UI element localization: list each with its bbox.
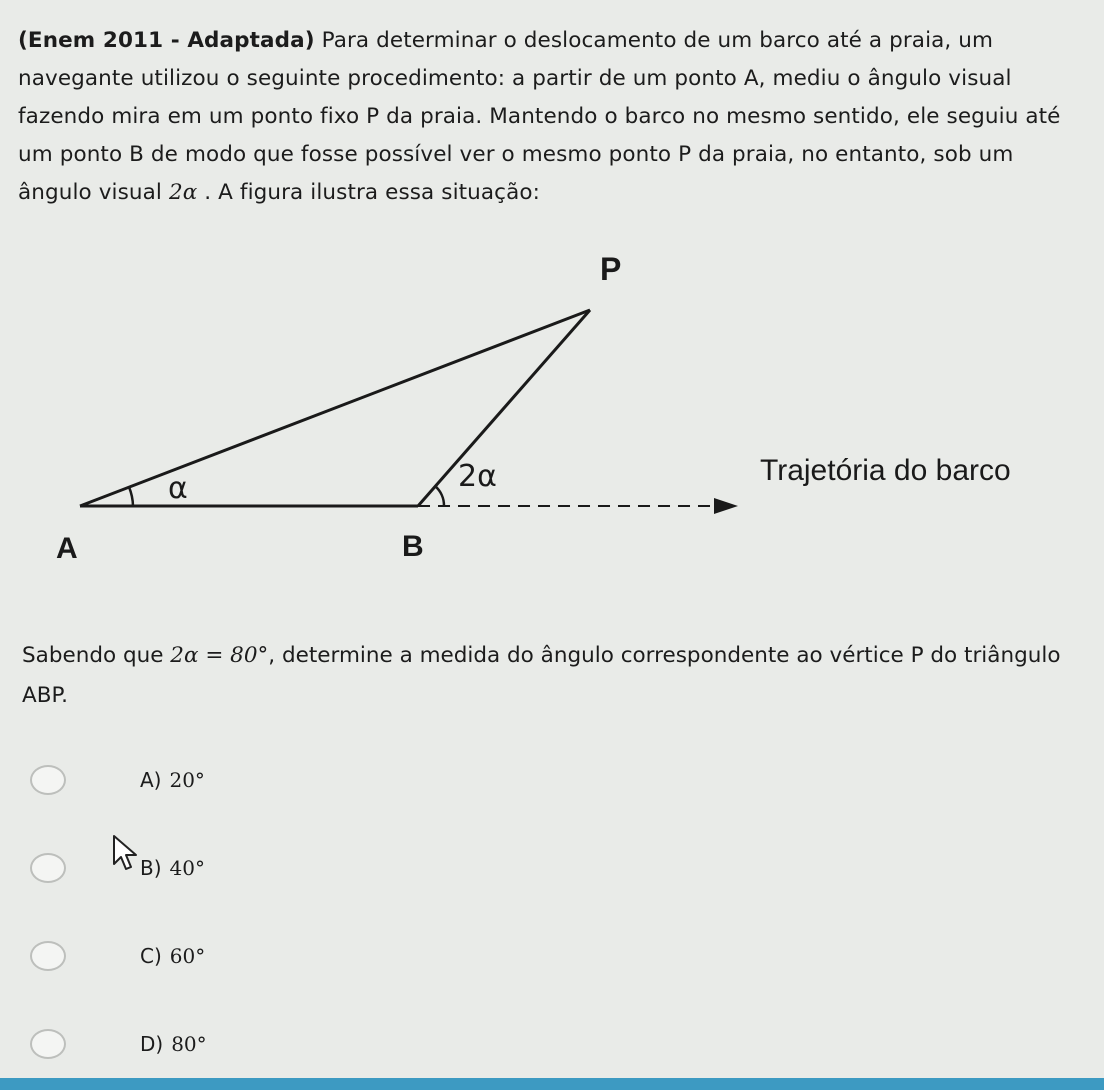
prompt-before: Sabendo que <box>22 643 171 668</box>
mouse-pointer-icon <box>112 834 142 874</box>
segment-ap <box>80 310 590 506</box>
option-a-value: 20° <box>169 768 205 792</box>
option-b-radio[interactable] <box>30 853 66 883</box>
vertex-label-p: P <box>600 251 622 287</box>
option-d-letter: D) <box>140 1032 164 1056</box>
prompt-after: , determine a medida do ângulo correspondente ao vértice P do triângulo ABP. <box>22 643 1061 708</box>
option-c-label <box>140 944 205 968</box>
option-d-value: 80° <box>171 1032 207 1056</box>
trajectory-label: Trajetória do barco <box>760 454 1011 487</box>
option-a-label <box>140 768 205 792</box>
option-a-letter: A) <box>140 768 162 792</box>
angle-label-two-alpha: 2α <box>458 459 497 494</box>
question-text <box>18 22 1088 212</box>
option-b-label <box>140 856 205 880</box>
option-a-radio[interactable] <box>30 765 66 795</box>
angle-arc-b <box>435 486 444 506</box>
question-source: (Enem 2011 - Adaptada) <box>18 28 315 53</box>
option-b-value: 40° <box>169 856 205 880</box>
option-b[interactable] <box>22 838 422 898</box>
vertex-label-b: B <box>402 530 424 563</box>
prompt-math: 2α = 80° <box>170 643 269 668</box>
prompt-text <box>22 636 1082 716</box>
question-body-end: . A figura ilustra essa situação: <box>197 180 540 205</box>
option-d-radio[interactable] <box>30 1029 66 1059</box>
option-c-value: 60° <box>169 944 206 968</box>
triangle-figure <box>0 230 1104 590</box>
angle-arc-a <box>129 487 133 506</box>
question-body: Para determinar o deslocamento de um barco até a praia, um navegante utilizou o seguinte procedimento: a partir de um ponto A, mediu o ângulo visual fazendo mira em um ponto fixo P da praia. Mantendo o barco no mesmo sentido, ele seguiu até um ponto B de modo que fosse possível ver o mesmo ponto P da praia, no entanto, sob um ângulo visual <box>18 28 1061 205</box>
option-d[interactable] <box>22 1014 422 1074</box>
trajectory-arrow-head <box>714 498 738 514</box>
option-a[interactable] <box>22 750 422 810</box>
option-b-letter: B) <box>140 856 162 880</box>
option-d-label <box>140 1032 207 1056</box>
bottom-accent-bar <box>0 1078 1104 1090</box>
option-c-letter: C) <box>140 944 162 968</box>
option-c-radio[interactable] <box>30 941 66 971</box>
vertex-label-a: A <box>56 532 78 565</box>
segment-bp <box>418 310 590 506</box>
option-c[interactable] <box>22 926 422 986</box>
question-angle-expression: 2α <box>168 180 198 205</box>
angle-label-alpha: α <box>168 471 188 506</box>
